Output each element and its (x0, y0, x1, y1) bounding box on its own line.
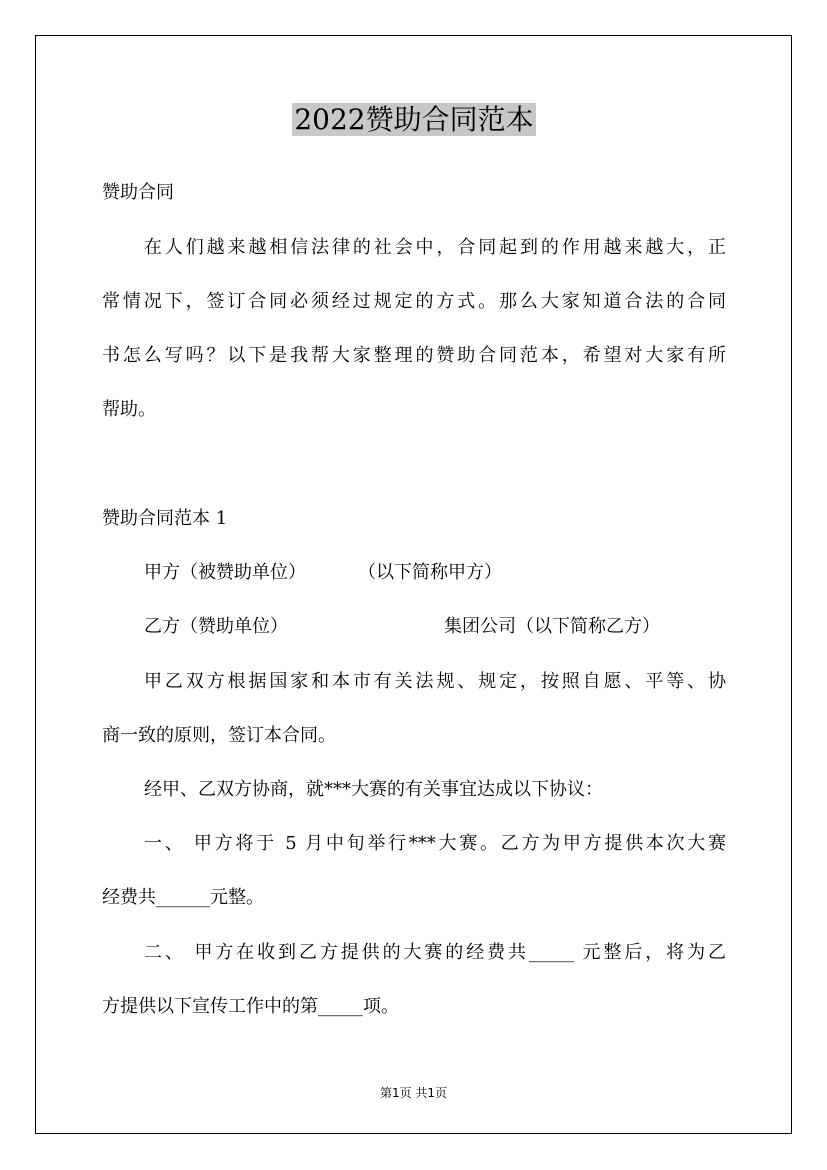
item1-line-2: 经费共______元整。 (102, 887, 264, 908)
item1-line-1: 一、 甲方将于 5 月中旬举行***大赛。乙方为甲方提供本次大赛 (144, 833, 726, 854)
para1-line-2: 商一致的原则，签订本合同。 (102, 725, 336, 746)
page-footer: 第1页 共1页 (379, 1086, 448, 1100)
party-a-label: 甲方（被赞助单位） (144, 562, 306, 583)
section-title: 赞助合同范本 1 (102, 508, 228, 529)
para1-line-1: 甲乙双方根据国家和本市有关法规、规定，按照自愿、平等、协 (144, 671, 726, 692)
party-b-line (144, 615, 660, 639)
intro-line-2: 常情况下，签订合同必须经过规定的方式。那么大家知道合法的合同 (102, 291, 726, 312)
party-a-line (144, 561, 502, 585)
intro-line-1: 在人们越来越相信法律的社会中，合同起到的作用越来越大，正 (144, 237, 726, 258)
heading: 赞助合同 (102, 182, 174, 203)
party-b-suffix: 集团公司（以下简称乙方） (444, 616, 660, 637)
party-b-label: 乙方（赞助单位） (144, 616, 288, 637)
intro-line-3: 书怎么写吗？以下是我帮大家整理的赞助合同范本，希望对大家有所 (102, 345, 726, 366)
item2-line-1: 二、 甲方在收到乙方提供的大赛的经费共_____ 元整后，将为乙 (144, 942, 726, 963)
item2-line-2: 方提供以下宣传工作中的第_____项。 (102, 996, 399, 1017)
intro-line-4: 帮助。 (102, 399, 156, 420)
document-title-text: 2022赞助合同范本 (294, 103, 534, 136)
para2: 经甲、乙双方协商，就***大赛的有关事宜达成以下协议： (144, 779, 603, 800)
party-a-suffix: （以下简称甲方） (358, 562, 502, 583)
document-title (102, 100, 726, 140)
